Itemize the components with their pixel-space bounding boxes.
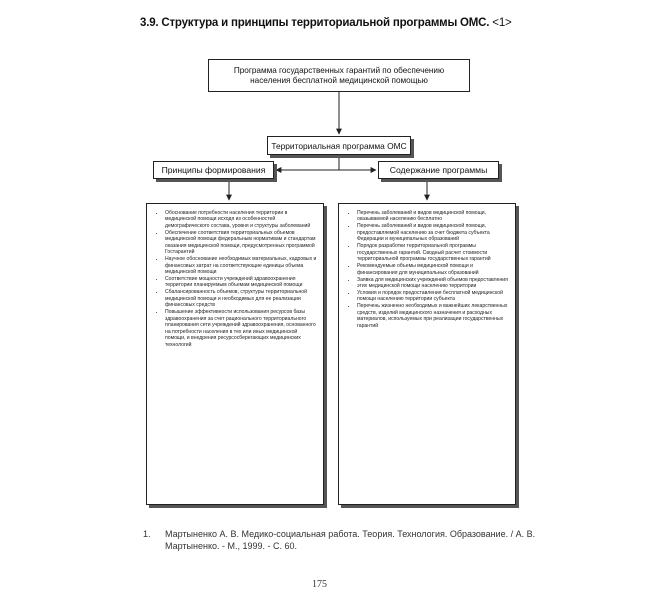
content-list-box xyxy=(338,203,516,505)
node-program-content-label: Содержание программы xyxy=(389,165,488,175)
footnote-number: 1. xyxy=(143,529,151,539)
node-formation-principles xyxy=(153,161,274,179)
node-territorial-program xyxy=(267,136,411,155)
footnote-text: Мартыненко А. В. Медико-социальная работа. Теория. Технология. Образование. / А. В. Мартыненко. - М., 1999. - С. 60. xyxy=(165,529,536,551)
list-item: • Соответствие мощности учреждений здравоохранения территории планируемым объемам медицинской помощи xyxy=(165,276,317,289)
title-text: 3.9. Структура и принципы территориальной программы ОМС. xyxy=(140,17,490,29)
node-state-guarantees-label: Программа государственных гарантий по обеспечению населения бесплатной медицинской помощью xyxy=(233,65,445,85)
list-item: • Научное обоснование необходимых материальных, кадровых и финансовых затрат на соответствующие единицы объема медицинской помощи xyxy=(165,256,317,275)
list-item: • Перечень жизненно необходимых и важнейших лекарственных средств, изделий медицинского назначения и расходных материалов, используемых при реализации государственных гарантий xyxy=(357,303,509,329)
content-list xyxy=(347,210,509,329)
list-item: • Перечень заболеваний и видов медицинской помощи, предоставляемой населению за счет бюджета субъекта Федерации и муниципальных образований xyxy=(357,223,509,242)
list-item: • Повышение эффективности использования ресурсов базы здравоохранения за счет рационального территориального планирования сети учреждений здравоохранения, основанного на потребности населения в тех или иных медицинской помощи, и внедрения ресурсосберегающих медицинских технологий xyxy=(165,309,317,348)
list-item: • Порядок разработки территориальной программы государственных гарантий. Сводный расчет стоимости территориальной программы государственных гарантий xyxy=(357,243,509,262)
list-item: • Условия и порядок предоставления бесплатной медицинской помощи населению территории субъекта xyxy=(357,290,509,303)
list-item: • Заявка для медицинских учреждений объемов предоставления этих медицинской помощи населению территории xyxy=(357,277,509,290)
node-territorial-program-label: Территориальная программа ОМС xyxy=(271,140,407,151)
list-item: • Перечень заболеваний и видов медицинской помощи, оказываемой населению бесплатно xyxy=(357,210,509,223)
principles-list xyxy=(155,210,317,348)
principles-list-box xyxy=(146,203,324,505)
list-item: • Обеспечение соответствия территориальных объемов медицинской помощи федеральным нормативам и стандартам оказания медицинской помощи, предусмотренных программой Гостарантий xyxy=(165,230,317,256)
list-item: • Сбалансированность объемов, структуры территориальной медицинской помощи и необходимых для ее реализации финансовых средств xyxy=(165,289,317,308)
node-state-guarantees xyxy=(208,59,470,92)
list-item: • Обоснование потребности населения территории в медицинской помощи исходя из особенностей демографического состава, уровня и структуры заболеваний xyxy=(165,210,317,229)
list-item: • Рекомендуемые объемы медицинской помощи и финансирования для муниципальных образований xyxy=(357,263,509,276)
node-program-content xyxy=(378,161,499,179)
page-number: 175 xyxy=(312,579,327,590)
title-footnote-ref: <1> xyxy=(492,17,512,29)
node-formation-principles-label: Принципы формирования xyxy=(161,165,266,175)
